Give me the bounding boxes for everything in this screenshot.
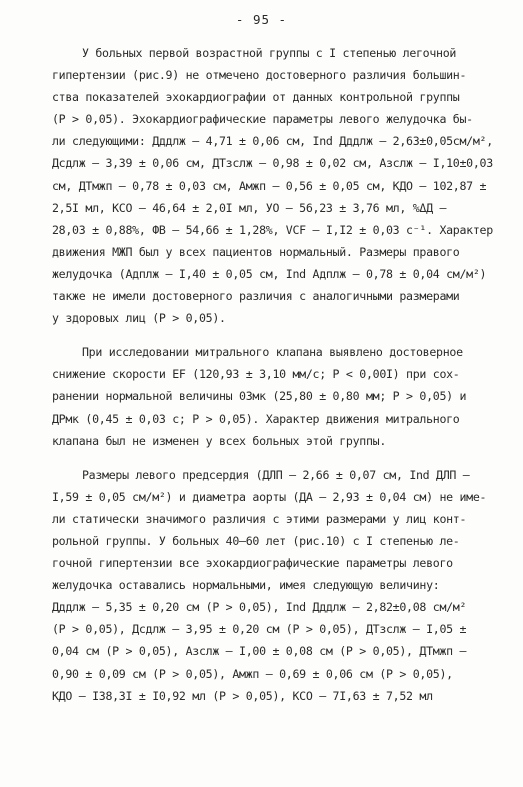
text-line: ли следующими: Дддлж – 4,71 ± 0,06 см, Ind Дддлж – 2,63±0,05см/м², <box>52 134 493 149</box>
text-line: снижение скорости EF (120,93 ± 3,10 мм/с; Р < 0,00I) при сох- <box>52 367 460 382</box>
text-line: 0,04 см (Р > 0,05), Азслж – I,00 ± 0,08 см (Р > 0,05), ДТмжп – <box>52 644 467 659</box>
text-line: см, ДТмжп – 0,78 ± 0,03 см, Амжп – 0,56 ± 0,05 см, КДО – 102,87 ± <box>52 178 487 193</box>
text-line: также не имели достоверного различия с аналогичными размерами <box>52 289 460 304</box>
text-line: ли статически значимого различия с этими размерами у лиц конт- <box>52 511 467 526</box>
text-line: гочной гипертензии все эхокардиографические параметры левого <box>52 556 453 571</box>
text-line: ства показателей эхокардиографии от данных контрольной группы <box>52 90 460 105</box>
text-line: (Р > 0,05), Дсдлж – 3,95 ± 0,20 см (Р > 0,05), ДТзслж – I,05 ± <box>52 622 467 637</box>
text-line: 2,5I мл, КСО – 46,64 ± 2,0I мл, УО – 56,23 ± 3,76 мл, %ΔД – <box>52 200 447 215</box>
text-line: (Р > 0,05). Эхокардиографические параметры левого желудочка бы- <box>52 112 473 127</box>
text-line: клапана был не изменен у всех больных этой группы. <box>52 433 387 448</box>
text-line: 28,03 ± 0,88%, ФВ – 54,66 ± 1,28%, VCF – I,I2 ± 0,03 с⁻¹. Характер <box>52 222 493 237</box>
text-line: Размеры левого предсердия (ДЛП – 2,66 ± 0,07 см, Ind ДЛП – <box>82 467 470 482</box>
paragraph-gap <box>52 329 501 341</box>
text-line: гипертензии (рис.9) не отмечено достоверного различия большин- <box>52 68 467 83</box>
body-text <box>52 42 501 707</box>
text-line: Дсдлж – 3,39 ± 0,06 см, ДТзслж – 0,98 ± 0,02 см, Азслж – I,10±0,03 <box>52 156 493 171</box>
text-line: При исследовании митрального клапана выявлено достоверное <box>82 345 463 360</box>
text-line: КДО – I38,3I ± I0,92 мл (Р > 0,05), КСО – 7I,63 ± 7,52 мл <box>52 688 433 703</box>
text-line: У больных первой возрастной группы с I степенью легочной <box>82 46 457 60</box>
text-line: рольной группы. У больных 40–60 лет (рис.10) с I степенью ле- <box>52 533 460 548</box>
text-line: 0,90 ± 0,09 см (Р > 0,05), Амжп – 0,69 ± 0,06 см (Р > 0,05), <box>52 666 453 681</box>
text-line: у здоровых лиц (Р > 0,05). <box>52 311 226 326</box>
text-line: желудочка (Адплж – I,40 ± 0,05 см, Ind Адплж – 0,78 ± 0,04 см/м²) <box>52 266 487 281</box>
text-line: Дддлж – 5,35 ± 0,20 см (Р > 0,05), Ind Дддлж – 2,82±0,08 см/м² <box>52 600 467 615</box>
text-line: ранении нормальной величины 03мк (25,80 ± 0,80 мм; Р > 0,05) и <box>52 389 467 404</box>
paragraph-gap <box>52 452 501 464</box>
text-line: I,59 ± 0,05 см/м²) и диаметра аорты (ДА – 2,93 ± 0,04 см) не име- <box>52 489 487 504</box>
text-line: желудочка оставались нормальными, имея следующую величину: <box>52 578 440 593</box>
text-line: ДРмк (0,45 ± 0,03 с; Р > 0,05). Характер движения митрального <box>52 411 460 426</box>
page-number: - 95 - <box>235 12 288 27</box>
text-line: движения МЖП был у всех пациентов нормальный. Размеры правого <box>52 244 460 259</box>
